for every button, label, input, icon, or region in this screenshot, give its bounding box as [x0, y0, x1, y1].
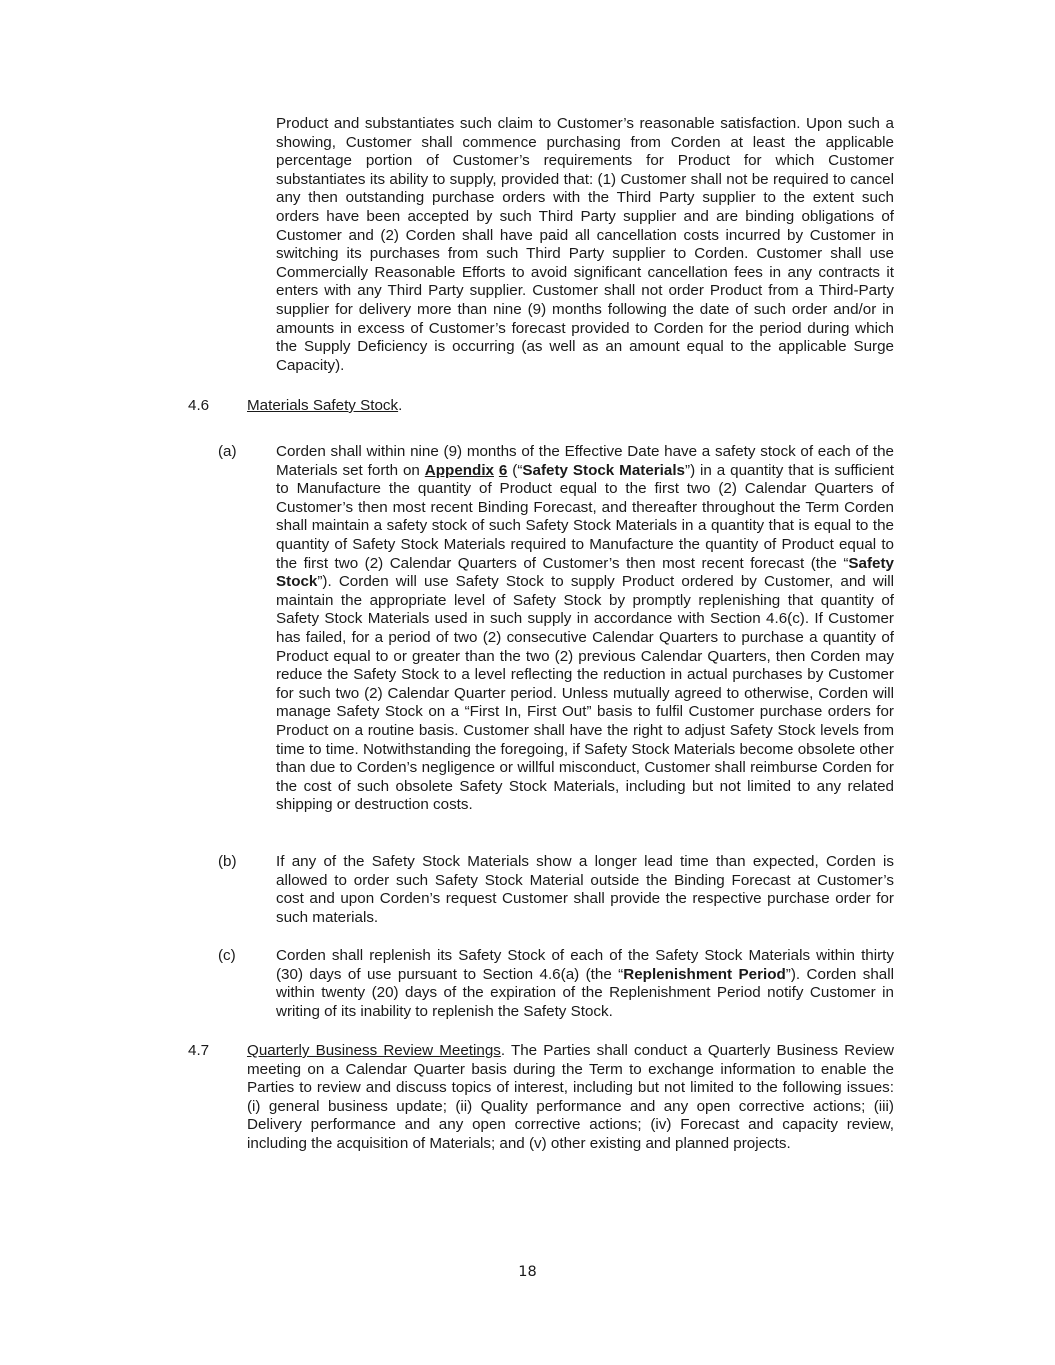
- defined-term-safety-stock-materials: Safety Stock Materials: [522, 461, 686, 479]
- clause-c-text-part: ”). Corden shall within twenty (20) days of the expiration of the Replenishment Period notify Customer in writing of its inability to replenish the Safety Stock.: [276, 965, 894, 1020]
- section-4-6-title: Materials Safety Stock: [247, 397, 399, 414]
- clause-a-label: (a): [218, 443, 237, 460]
- appendix-reference: Appendix: [424, 461, 494, 479]
- clause-a-text: [276, 443, 894, 815]
- clause-a-text-part: ”). Corden will use Safety Stock to supply Product ordered by Customer, and will maintain the appropriate level of Safety Stock by promptly replenishing that quantity of Safety Stock Materials used in such supply in accordance with Section 4.6(c). If Customer has failed, for a period of two (2) consecutive Calendar Quarters to purchase a quantity of Product equal to or greater than the two (2) previous Calendar Quarters, then Corden may reduce the Safety Stock to a level reflecting the reduction in actual purchases by Customer for such two (2) Calendar Quarter period. Unless mutually agreed to otherwise, Corden will manage Safety Stock on a “First In, First Out” basis to fulfil Customer purchase orders for Product on a routine basis. Customer shall have the right to adjust Safety Stock levels from time to time. Notwithstanding the foregoing, if Safety Stock Materials become obsolete other than due to Corden’s negligence or willful misconduct, Customer shall reimburse Corden for the cost of such obsolete Safety Stock Materials, including but not limited to any related shipping or destruction costs.: [276, 573, 894, 814]
- section-4-7-title: Quarterly Business Review Meetings: [247, 1042, 501, 1059]
- defined-term-replenishment-period: Replenishment Period: [623, 965, 786, 983]
- section-4-7-body: . The Parties shall conduct a Quarterly Business Review meeting on a Calendar Quarter basis during the Term to exchange information to enable the Parties to review and discuss topics of interest, including but not limited to the following issues: (i) general business update; (ii) Quality performance and any open corrective actions; (iii) Delivery performance and any open corrective actions; (iv) Forecast and capacity review, including the acquisition of Materials; and (v) other existing and planned projects.: [247, 1042, 894, 1152]
- clause-a-text-part: (“: [507, 461, 523, 479]
- continued-paragraph: Product and substantiates such claim to Customer’s reasonable satisfaction. Upon such a showing, Customer shall commence purchasing from Corden at least the applicable percentage portion of Customer’s requirements for Product for which Customer substantiates its ability to supply, provided that: (1) Customer shall not be required to cancel any then outstanding purchase orders with the Third Party supplier to the extent such orders have been accepted by such Third Party supplier and are binding obligations of Customer and (2) Corden shall have paid all cancellation costs incurred by Customer in switching its purchases from such Third Party supplier to Corden. Customer shall use Commercially Reasonable Efforts to avoid significant cancellation fees in any contracts it enters with any Third Party supplier. Customer shall not order Product from a Third-Party supplier for delivery more than nine (9) months following the date of such order and/or in amounts in excess of Customer’s forecast provided to Corden for the period during which the Supply Deficiency is occurring (as well as an amount equal to the applicable Surge Capacity).: [276, 115, 894, 374]
- appendix-number: 6: [498, 461, 508, 479]
- section-4-6-title-period: .: [398, 397, 403, 414]
- section-4-6-heading: [247, 397, 402, 416]
- clause-b-label: (b): [218, 853, 237, 870]
- section-4-7-text: [247, 1042, 894, 1154]
- clause-b-text: If any of the Safety Stock Materials show a longer lead time than expected, Corden is allowed to order such Safety Stock Material outside the Binding Forecast at Customer’s cost and upon Corden’s request Customer shall provide the respective purchase order for such materials.: [276, 853, 894, 926]
- page-number: 18: [518, 1264, 537, 1280]
- defined-term-safety-stock: Safety Stock: [276, 554, 894, 591]
- section-4-6-number: 4.6: [188, 397, 210, 414]
- clause-a-text-part: ”) in a quantity that is sufficient to Manufacture the quantity of Product equal to the first two (2) Calendar Quarters of Customer’s then most recent Binding Forecast, and thereafter throughout the Term Corden shall maintain a safety stock of such Safety Stock Materials in a quantity that is equal to the quantity of Safety Stock Materials required to Manufacture the quantity of Product equal to the first two (2) Calendar Quarters of Customer’s then most recent forecast (the “: [276, 461, 894, 572]
- clause-a-text-part: Corden shall within nine (9) months of the Effective Date have a safety stock of each of the Materials set forth on: [276, 443, 894, 479]
- clause-c-text: [276, 947, 894, 1021]
- section-4-7-number: 4.7: [188, 1042, 210, 1059]
- clause-c-label: (c): [218, 947, 236, 964]
- clause-c-text-part: Corden shall replenish its Safety Stock of each of the Safety Stock Materials within thirty (30) days of use pursuant to Section 4.6(a) (the “: [276, 947, 894, 983]
